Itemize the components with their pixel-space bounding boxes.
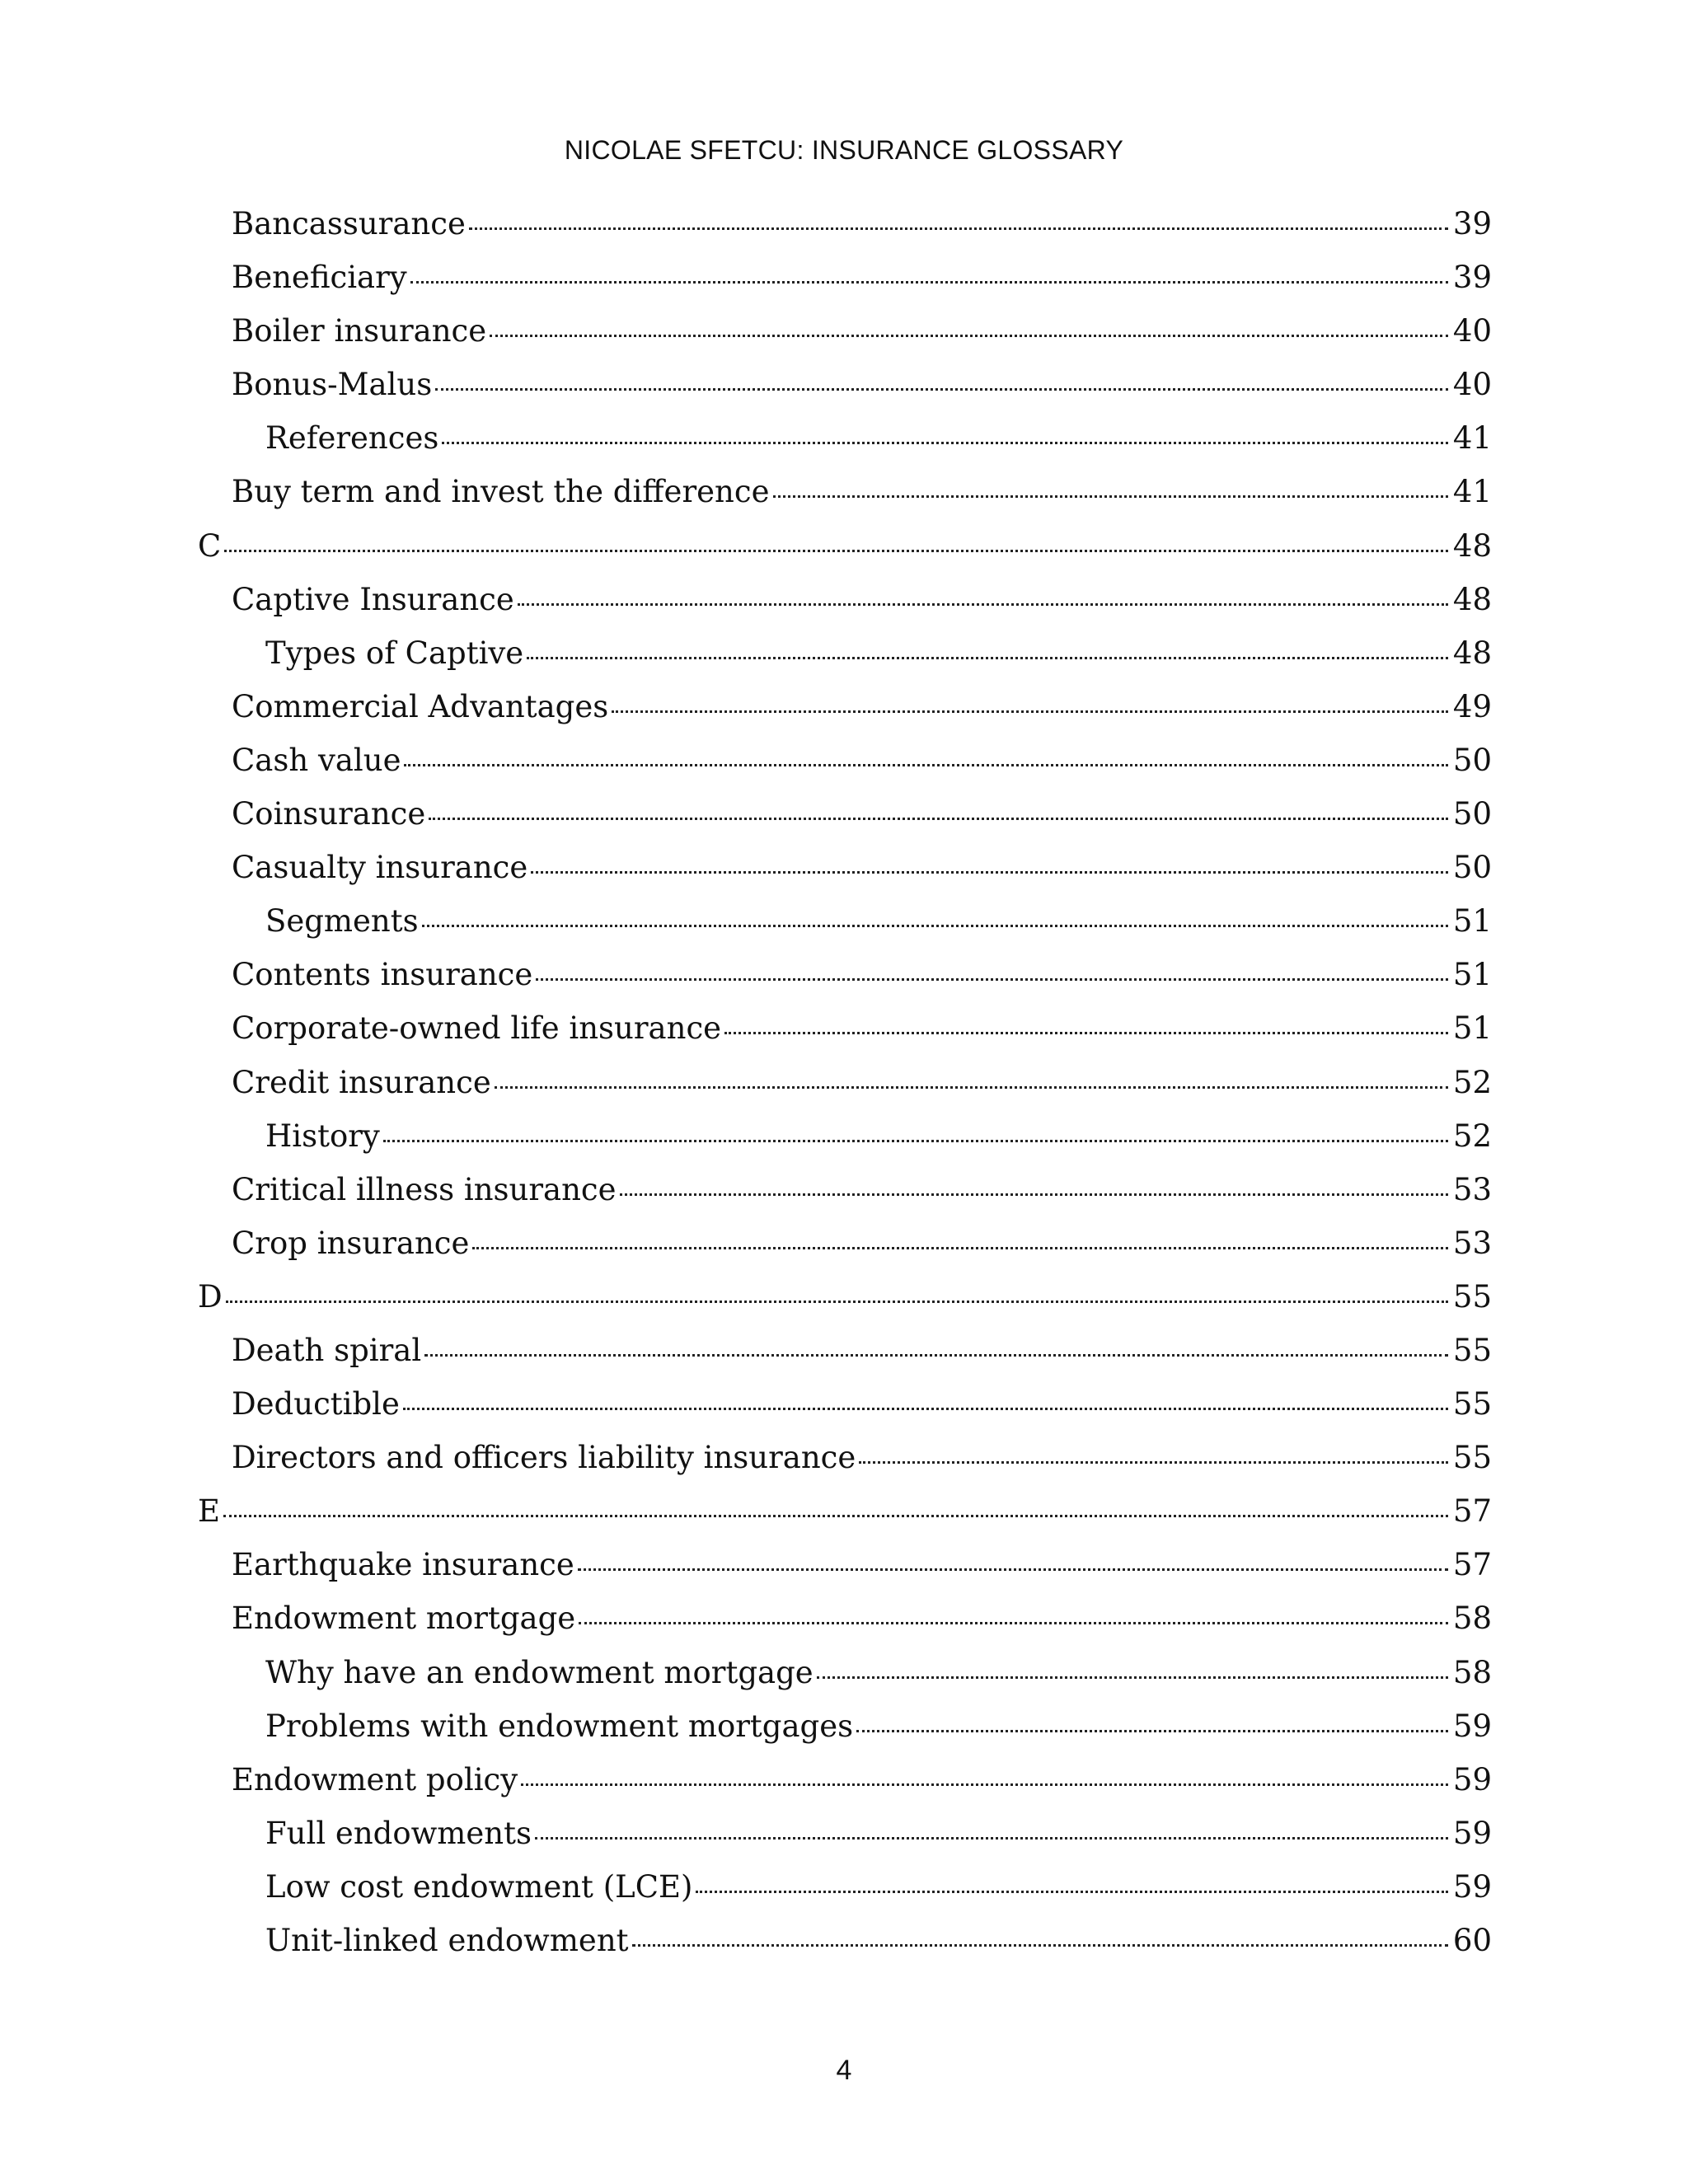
toc-entry-title: Directors and officers liability insurance bbox=[232, 1440, 856, 1476]
toc-entry-page-number: 55 bbox=[1452, 1386, 1492, 1422]
toc-entry-page-number: 58 bbox=[1452, 1654, 1492, 1690]
toc-entry[interactable] bbox=[198, 1753, 1492, 1807]
toc-entry-title: Contents insurance bbox=[232, 957, 533, 993]
toc-entry-title: History bbox=[265, 1118, 380, 1154]
dot-leader bbox=[527, 657, 1448, 659]
toc-entry-title: Crop insurance bbox=[232, 1225, 470, 1261]
toc-entry[interactable] bbox=[198, 1377, 1492, 1431]
dot-leader bbox=[535, 1837, 1448, 1840]
toc-entry-page-number: 58 bbox=[1452, 1601, 1492, 1637]
toc-entry[interactable] bbox=[198, 841, 1492, 894]
toc-entry-page-number: 39 bbox=[1452, 206, 1492, 241]
table-of-contents bbox=[198, 197, 1492, 1967]
toc-entry[interactable] bbox=[198, 519, 1492, 573]
toc-entry[interactable] bbox=[198, 1860, 1492, 1914]
dot-leader bbox=[773, 495, 1448, 498]
toc-entry-title: Bonus-Malus bbox=[232, 367, 433, 403]
toc-entry[interactable] bbox=[198, 1699, 1492, 1753]
toc-entry-page-number: 48 bbox=[1452, 581, 1492, 617]
dot-leader bbox=[224, 550, 1448, 552]
toc-entry-page-number: 57 bbox=[1452, 1493, 1492, 1530]
toc-entry[interactable] bbox=[198, 626, 1492, 680]
toc-entry[interactable] bbox=[198, 1056, 1492, 1109]
toc-entry-page-number: 50 bbox=[1452, 742, 1492, 778]
toc-entry-page-number: 40 bbox=[1452, 367, 1492, 403]
toc-entry-page-number: 48 bbox=[1452, 527, 1492, 564]
toc-entry[interactable] bbox=[198, 680, 1492, 733]
dot-leader bbox=[612, 710, 1448, 713]
toc-entry-page-number: 55 bbox=[1452, 1278, 1492, 1315]
toc-entry[interactable] bbox=[198, 733, 1492, 787]
toc-entry[interactable] bbox=[198, 1163, 1492, 1216]
toc-entry-page-number: 41 bbox=[1452, 420, 1492, 457]
toc-entry-title: Casualty insurance bbox=[232, 850, 528, 886]
toc-entry-page-number: 50 bbox=[1452, 796, 1492, 832]
dot-leader bbox=[536, 978, 1448, 981]
toc-entry-page-number: 51 bbox=[1452, 903, 1492, 940]
toc-entry-page-number: 53 bbox=[1452, 1171, 1492, 1207]
toc-entry-page-number: 59 bbox=[1452, 1708, 1492, 1744]
toc-entry-title: Credit insurance bbox=[232, 1064, 491, 1100]
dot-leader bbox=[410, 281, 1448, 284]
toc-entry[interactable] bbox=[198, 251, 1492, 304]
toc-entry[interactable] bbox=[198, 1538, 1492, 1591]
toc-entry[interactable] bbox=[198, 894, 1492, 948]
dot-leader bbox=[424, 1354, 1448, 1357]
dot-leader bbox=[226, 1301, 1448, 1303]
dot-leader bbox=[469, 227, 1448, 230]
toc-entry-page-number: 40 bbox=[1452, 313, 1492, 349]
toc-entry-title: Death spiral bbox=[232, 1332, 422, 1368]
toc-entry-page-number: 55 bbox=[1452, 1332, 1492, 1368]
toc-entry-title: C bbox=[198, 527, 222, 564]
toc-entry-page-number: 51 bbox=[1452, 1010, 1492, 1047]
dot-leader bbox=[490, 335, 1448, 337]
toc-entry-page-number: 50 bbox=[1452, 850, 1492, 886]
toc-entry-title: Segments bbox=[265, 903, 419, 940]
page-number: 4 bbox=[836, 2055, 852, 2086]
toc-entry-title: Deductible bbox=[232, 1386, 400, 1422]
toc-entry-page-number: 52 bbox=[1452, 1118, 1492, 1154]
dot-leader bbox=[383, 1140, 1448, 1142]
dot-leader bbox=[578, 1568, 1448, 1571]
toc-entry-title: Corporate-owned life insurance bbox=[232, 1010, 722, 1047]
toc-entry-title: References bbox=[265, 420, 439, 457]
toc-entry[interactable] bbox=[198, 465, 1492, 518]
dot-leader bbox=[579, 1622, 1448, 1624]
toc-entry-title: Coinsurance bbox=[232, 796, 426, 832]
toc-entry[interactable] bbox=[198, 573, 1492, 626]
dot-leader bbox=[856, 1730, 1448, 1732]
toc-entry-page-number: 57 bbox=[1452, 1547, 1492, 1583]
toc-entry-title: Why have an endowment mortgage bbox=[265, 1654, 814, 1690]
toc-entry-title: Critical illness insurance bbox=[232, 1171, 617, 1207]
toc-entry-page-number: 59 bbox=[1452, 1761, 1492, 1797]
toc-entry[interactable] bbox=[198, 1431, 1492, 1484]
toc-entry-title: Cash value bbox=[232, 742, 401, 778]
toc-entry[interactable] bbox=[198, 304, 1492, 358]
toc-entry-title: Full endowments bbox=[265, 1815, 532, 1851]
toc-entry-title: Earthquake insurance bbox=[232, 1547, 574, 1583]
toc-entry[interactable] bbox=[198, 1914, 1492, 1967]
toc-entry-title: Endowment mortgage bbox=[232, 1601, 576, 1637]
toc-entry-title: E bbox=[198, 1493, 221, 1530]
dot-leader bbox=[521, 1783, 1448, 1786]
toc-entry-page-number: 51 bbox=[1452, 957, 1492, 993]
toc-entry[interactable] bbox=[198, 1324, 1492, 1377]
toc-entry-title: Types of Captive bbox=[265, 635, 524, 671]
toc-entry[interactable] bbox=[198, 948, 1492, 1001]
toc-entry-page-number: 55 bbox=[1452, 1440, 1492, 1476]
dot-leader bbox=[518, 603, 1448, 606]
toc-entry[interactable] bbox=[198, 1001, 1492, 1055]
toc-entry-page-number: 48 bbox=[1452, 635, 1492, 671]
toc-entry-page-number: 52 bbox=[1452, 1064, 1492, 1100]
toc-entry-title: D bbox=[198, 1278, 223, 1315]
dot-leader bbox=[531, 871, 1448, 874]
toc-entry-title: Commercial Advantages bbox=[232, 688, 609, 724]
dot-leader bbox=[696, 1891, 1447, 1893]
toc-entry-page-number: 59 bbox=[1452, 1868, 1492, 1905]
toc-entry-page-number: 49 bbox=[1452, 688, 1492, 724]
toc-entry-page-number: 41 bbox=[1452, 474, 1492, 510]
dot-leader bbox=[435, 388, 1448, 391]
toc-entry-title: Captive Insurance bbox=[232, 581, 514, 617]
toc-entry[interactable] bbox=[198, 787, 1492, 841]
toc-entry[interactable] bbox=[198, 197, 1492, 251]
toc-entry[interactable] bbox=[198, 1646, 1492, 1699]
dot-leader bbox=[403, 1408, 1448, 1410]
dot-leader bbox=[429, 818, 1448, 820]
toc-entry[interactable] bbox=[198, 1591, 1492, 1645]
toc-entry-page-number: 39 bbox=[1452, 260, 1492, 296]
dot-leader bbox=[442, 442, 1448, 444]
toc-entry-title: Problems with endowment mortgages bbox=[265, 1708, 854, 1744]
toc-entry-title: Beneficiary bbox=[232, 260, 407, 296]
toc-entry-page-number: 59 bbox=[1452, 1815, 1492, 1851]
dot-leader bbox=[495, 1086, 1448, 1089]
toc-entry[interactable] bbox=[198, 1484, 1492, 1538]
dot-leader bbox=[817, 1676, 1448, 1679]
dot-leader bbox=[223, 1515, 1448, 1517]
toc-entry[interactable] bbox=[198, 411, 1492, 465]
dot-leader bbox=[404, 764, 1447, 766]
dot-leader bbox=[724, 1032, 1448, 1034]
toc-entry[interactable] bbox=[198, 358, 1492, 411]
dot-leader bbox=[620, 1193, 1448, 1196]
toc-entry-title: Low cost endowment (LCE) bbox=[265, 1868, 693, 1905]
toc-entry-title: Bancassurance bbox=[232, 206, 466, 241]
dot-leader bbox=[632, 1944, 1448, 1947]
toc-entry-page-number: 53 bbox=[1452, 1225, 1492, 1261]
dot-leader bbox=[472, 1247, 1448, 1249]
toc-entry[interactable] bbox=[198, 1109, 1492, 1163]
running-header: NICOLAE SFETCU: INSURANCE GLOSSARY bbox=[564, 135, 1124, 165]
toc-entry-title: Endowment policy bbox=[232, 1761, 518, 1797]
toc-entry[interactable] bbox=[198, 1807, 1492, 1860]
toc-entry-title: Boiler insurance bbox=[232, 313, 487, 349]
dot-leader bbox=[422, 925, 1448, 927]
toc-entry[interactable] bbox=[198, 1270, 1492, 1324]
toc-entry-title: Unit-linked endowment bbox=[265, 1923, 629, 1958]
toc-entry-title: Buy term and invest the difference bbox=[232, 474, 770, 510]
dot-leader bbox=[859, 1461, 1448, 1464]
toc-entry[interactable] bbox=[198, 1216, 1492, 1270]
toc-entry-page-number: 60 bbox=[1452, 1923, 1492, 1958]
